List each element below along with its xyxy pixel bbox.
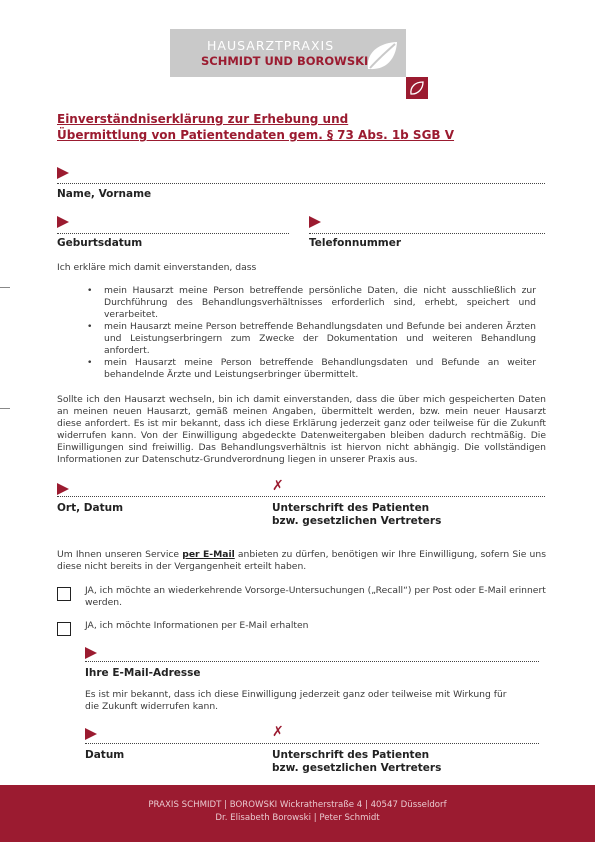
field-arrow-icon bbox=[85, 647, 97, 659]
signature2-label-line2: bzw. gesetzlichen Vertreters bbox=[272, 762, 442, 774]
signature-label-line1: Unterschrift des Patienten bbox=[272, 502, 430, 514]
footer-doctors: Dr. Elisabeth Borowski | Peter Schmidt bbox=[215, 813, 380, 823]
email-info-checkbox[interactable] bbox=[57, 622, 71, 636]
title-line2: Übermittlung von Patientendaten gem. § 73 Abs. 1b SGB V bbox=[57, 128, 455, 142]
field-arrow-icon bbox=[57, 167, 69, 179]
email-service-after: anbieten zu dürfen, benötigen wir Ihre Einwilligung, sofern Sie uns diese nicht bereits in der Vergangenheit erteilt haben. bbox=[57, 549, 546, 572]
signature-label-line2: bzw. gesetzlichen Vertreters bbox=[272, 515, 442, 527]
signature2-label bbox=[272, 749, 441, 775]
field-arrow-icon bbox=[57, 483, 69, 495]
logo-line1: HAUSARZTPRAXIS bbox=[207, 38, 335, 53]
logo-mark bbox=[406, 77, 428, 99]
date-label: Datum bbox=[85, 749, 125, 761]
signature-mark-icon: ✗ bbox=[272, 724, 284, 740]
signature-label bbox=[272, 502, 441, 528]
footer-address: PRAXIS SCHMIDT | BOROWSKI Wickratherstraße 4 | 40547 Düsseldorf bbox=[148, 800, 447, 810]
email-info-checkbox-label: JA, ich möchte Informationen per E-Mail erhalten bbox=[85, 620, 309, 631]
field-arrow-icon bbox=[57, 216, 69, 228]
logo-line2: SCHMIDT UND BOROWSKI bbox=[201, 54, 369, 68]
email-service-text bbox=[57, 549, 546, 573]
place-date-label: Ort, Datum bbox=[57, 502, 124, 514]
document-title bbox=[57, 111, 537, 143]
list-item: • mein Hausarzt meine Person betreffende Behandlungsdaten und Befunde bei anderen Ärzten und Leistungserbringern zum Zwecke der Dokumentation und weiteren Behandlung anfordert. bbox=[104, 321, 536, 357]
leaf-mini-icon bbox=[406, 77, 428, 99]
birthdate-line[interactable] bbox=[57, 233, 289, 234]
footer bbox=[0, 785, 595, 842]
field-arrow-icon bbox=[85, 728, 97, 740]
date-signature-line[interactable] bbox=[85, 743, 539, 744]
recall-checkbox-label: JA, ich möchte an wiederkehrende Vorsorge-Untersuchungen („Recall“) per Post oder E-Mail erinnert werden. bbox=[85, 585, 546, 608]
phone-line[interactable] bbox=[309, 233, 545, 234]
leaf-icon bbox=[364, 39, 400, 73]
birthdate-label: Geburtsdatum bbox=[57, 237, 143, 249]
field-arrow-icon bbox=[309, 216, 321, 228]
signature2-label-line1: Unterschrift des Patienten bbox=[272, 749, 430, 761]
email-service-before: Um Ihnen unseren Service bbox=[57, 549, 183, 560]
list-item: • mein Hausarzt meine Person betreffende Behandlungsdaten und Befunde an weiter behandelnde Ärzte und Leistungserbringer übermittelt. bbox=[104, 357, 536, 381]
list-item: • mein Hausarzt meine Person betreffende persönliche Daten, die nicht ausschließlich zur Durchführung des Behandlungsverhältnisses erforderlich sind, erhebt, speichert und verarbeitet. bbox=[104, 285, 536, 321]
place-date-signature-line[interactable] bbox=[57, 496, 545, 497]
signature-mark-icon: ✗ bbox=[272, 478, 284, 494]
punch-mark bbox=[0, 408, 10, 409]
name-line[interactable] bbox=[57, 183, 545, 184]
fold-mark bbox=[0, 287, 10, 288]
email-line[interactable] bbox=[85, 661, 539, 662]
name-label: Name, Vorname bbox=[57, 188, 152, 200]
phone-label: Telefonnummer bbox=[309, 237, 401, 249]
email-label: Ihre E-Mail-Adresse bbox=[85, 667, 201, 679]
title-line1: Einverständniserklärung zur Erhebung und bbox=[57, 112, 349, 126]
consent-bullet-list bbox=[104, 285, 536, 381]
email-service-emphasis: per E-Mail bbox=[182, 549, 235, 560]
revocation-text: Es ist mir bekannt, dass ich diese Einwilligung jederzeit ganz oder teilweise mit Wirkung für die Zukunft widerrufen kann. bbox=[85, 689, 507, 712]
consent-intro: Ich erkläre mich damit einverstanden, dass bbox=[57, 262, 257, 273]
recall-checkbox[interactable] bbox=[57, 587, 71, 601]
consent-paragraph: Sollte ich den Hausarzt wechseln, bin ich damit einverstanden, dass die über mich gespeicherten Daten an meinen neuen Hausarzt, gemäß meinen Angaben, übermittelt werden, bzw. mein neuer Hausarzt diese anfordert. Es ist mir bekannt, dass ich diese Erklärung jederzeit ganz oder teilweise für die Zukunft widerrufen kann. Von der Einwilligung abgedeckte Datenweitergaben bleiben dadurch rechtmäßig. Die Einwilligungen sind freiwillig. Das Behandlungsverhältnis ist hiervon nicht abhängig. Die vollständigen Informationen zur Datenschutz-Grundverordnung liegen in unserer Praxis aus. bbox=[57, 394, 546, 465]
